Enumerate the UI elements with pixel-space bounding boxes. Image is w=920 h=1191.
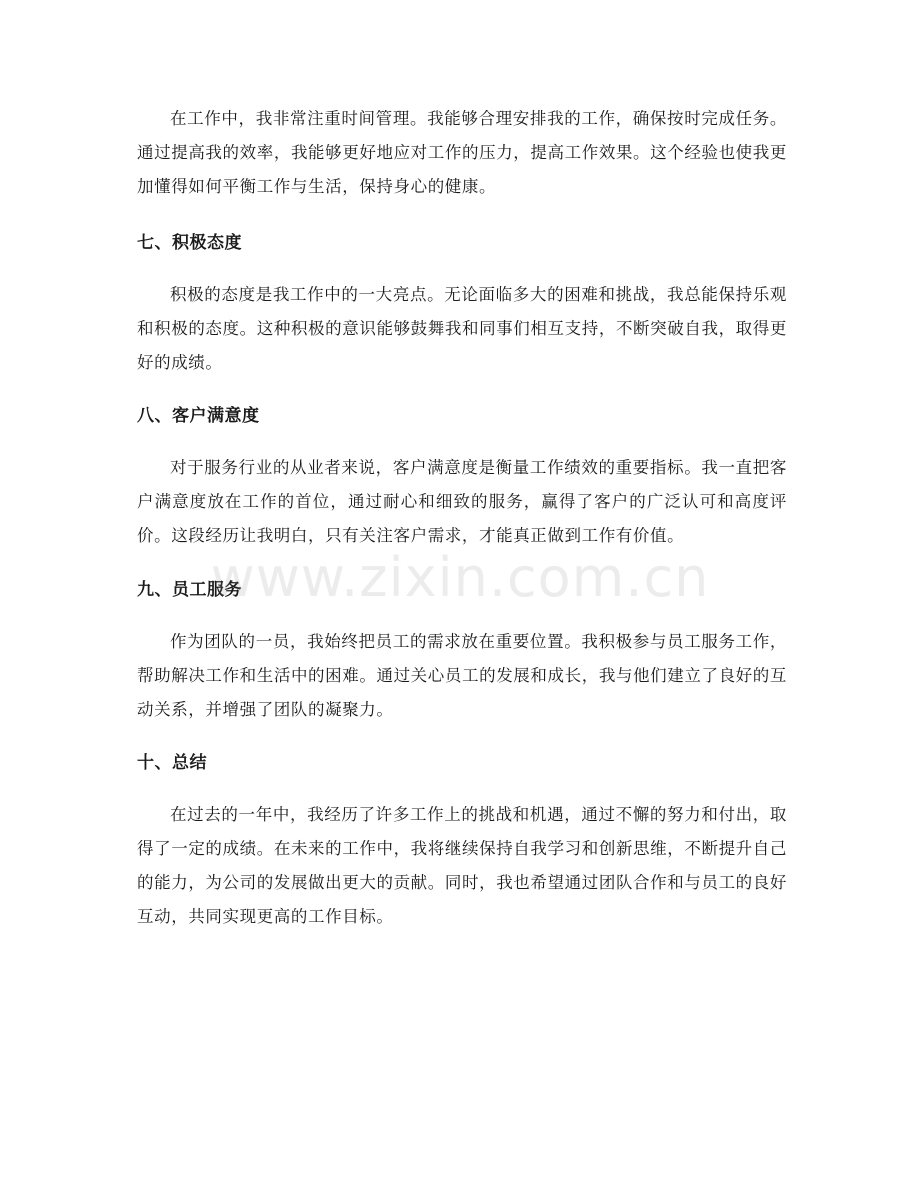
- section-heading-7: 七、积极态度: [137, 233, 242, 253]
- section-heading-8: 八、客户满意度: [137, 406, 260, 426]
- section-body-10: 在过去的一年中，我经历了许多工作上的挑战和机遇，通过不懈的努力和付出，取得了一定的成绩。在未来的工作中，我将继续保持自我学习和创新思维，不断提升自己的能力，为公司的发展做出更大的贡献。同时，我也希望通过团队合作和与员工的良好互动，共同实现更高的工作目标。: [137, 805, 787, 926]
- watermark: www.zixin.com.cn: [210, 546, 710, 609]
- section-body-7: 积极的态度是我工作中的一大亮点。无论面临多大的困难和挑战，我总能保持乐观和积极的态度。这种积极的意识能够鼓舞我和同事们相互支持，不断突破自我，取得更好的成绩。: [137, 285, 787, 372]
- section-body-9: 作为团队的一员，我始终把员工的需求放在重要位置。我积极参与员工服务工作，帮助解决工作和生活中的困难。通过关心员工的发展和成长，我与他们建立了良好的互动关系，并增强了团队的凝聚力。: [137, 632, 787, 719]
- intro-paragraph: 在工作中，我非常注重时间管理。我能够合理安排我的工作，确保按时完成任务。通过提高我的效率，我能够更好地应对工作的压力，提高工作效果。这个经验也使我更加懂得如何平衡工作与生活，保持身心的健康。: [137, 109, 787, 196]
- section-heading-10: 十、总结: [137, 753, 207, 773]
- section-body-8: 对于服务行业的从业者来说，客户满意度是衡量工作绩效的重要指标。我一直把客户满意度放在工作的首位，通过耐心和细致的服务，赢得了客户的广泛认可和高度评价。这段经历让我明白，只有关注客户需求，才能真正做到工作有价值。: [137, 458, 787, 545]
- section-heading-9: 九、员工服务: [137, 580, 242, 600]
